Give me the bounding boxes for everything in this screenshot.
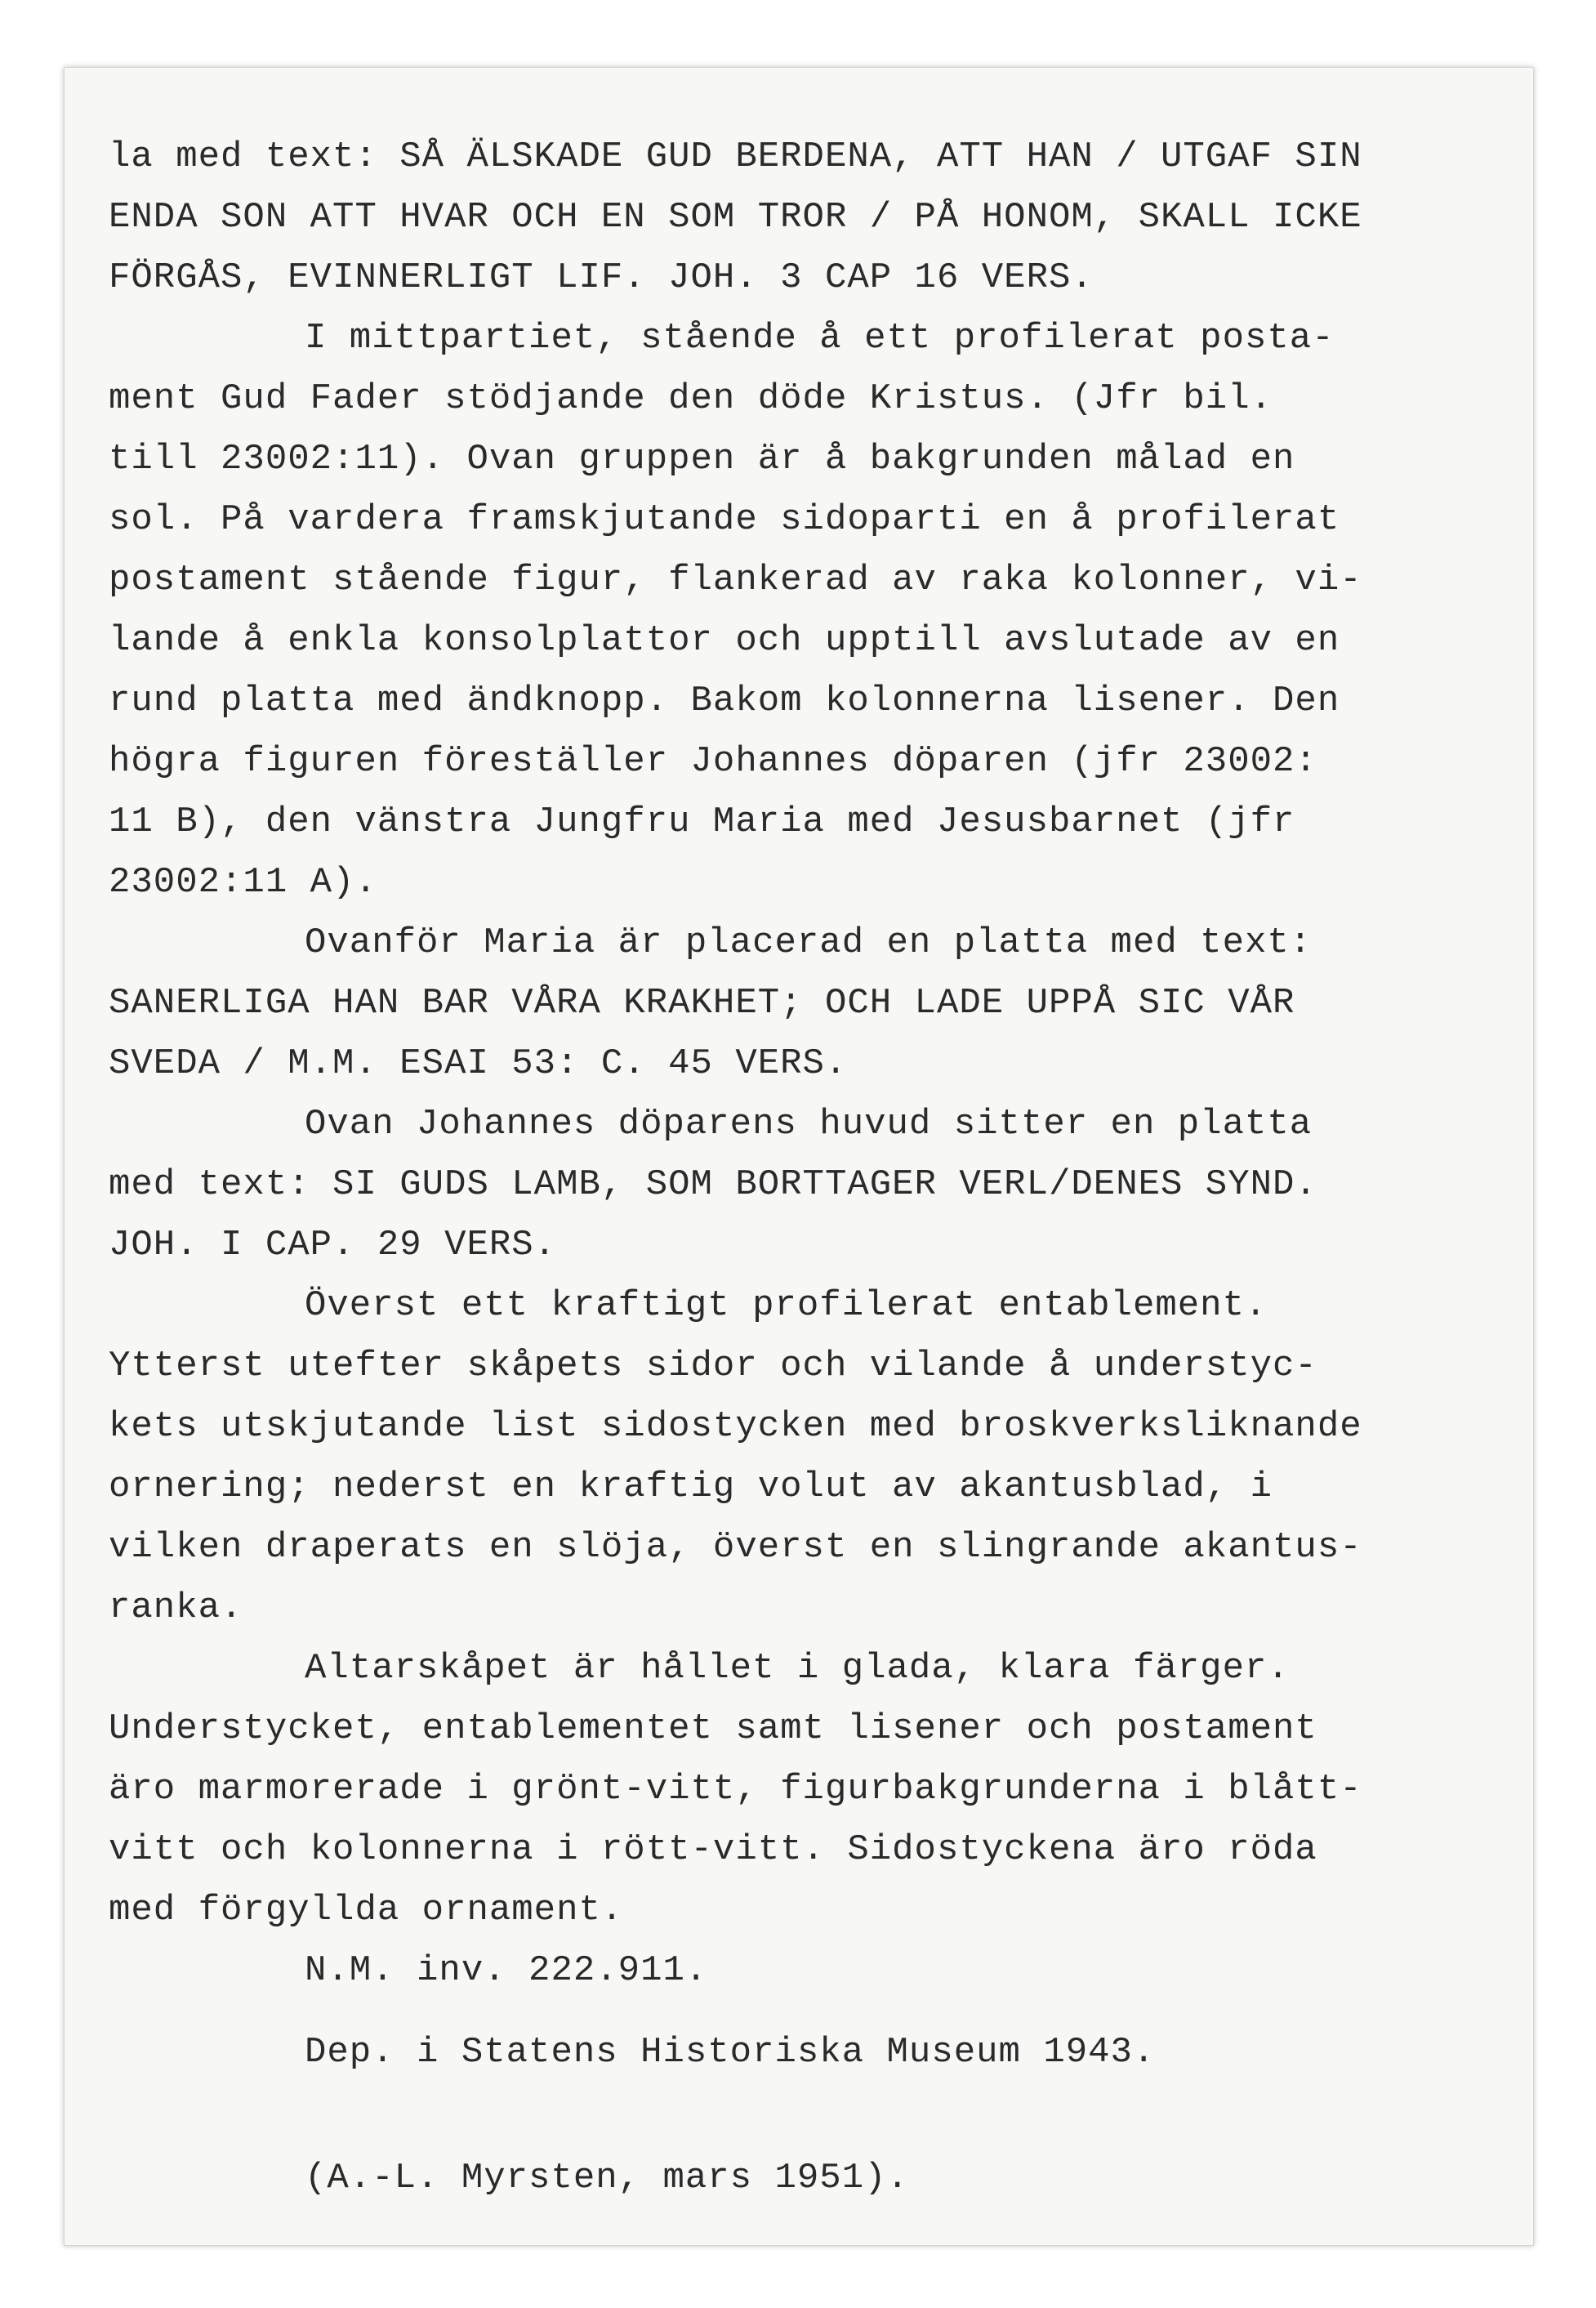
text-line: I mittpartiet, stående å ett profilerat posta- (305, 318, 1335, 359)
text-line: FÖRGÅS, EVINNERLIGT LIF. JOH. 3 CAP 16 VERS. (109, 257, 1094, 298)
text-line: JOH. I CAP. 29 VERS. (109, 1225, 557, 1266)
text-line: la med text: SÅ ÄLSKADE GUD BERDENA, ATT HAN / UTGAF SIN (109, 136, 1362, 177)
text-line: till 23002:11). Ovan gruppen är å bakgrunden målad en (109, 439, 1295, 480)
text-line: sol. På vardera framskjutande sidoparti en å profilerat (109, 499, 1340, 540)
text-line: postament stående figur, flankerad av raka kolonner, vi- (109, 560, 1362, 600)
text-line: Ovanför Maria är placerad en platta med text: (305, 922, 1313, 963)
text-line: Överst ett kraftigt profilerat entablement. (305, 1285, 1268, 1326)
inventory-number: N.M. inv. 222.911. (305, 1950, 708, 1991)
typed-page (64, 67, 1534, 2246)
text-line: vilken draperats en slöja, överst en slingrande akantus- (109, 1527, 1362, 1568)
text-line: Understycket, entablementet samt lisener och postament (109, 1708, 1317, 1749)
text-line: Ytterst utefter skåpets sidor och vilande å understyc- (109, 1346, 1317, 1386)
text-line: vitt och kolonnerna i rött-vitt. Sidostyckena äro röda (109, 1829, 1317, 1870)
typed-text-body (109, 127, 1533, 2208)
text-line: SANERLIGA HAN BAR VÅRA KRAKHET; OCH LADE UPPÅ SIC VÅR (109, 983, 1295, 1024)
text-line: SVEDA / M.M. ESAI 53: C. 45 VERS. (109, 1043, 848, 1084)
text-line: ranka. (109, 1587, 243, 1628)
text-line: med text: SI GUDS LAMB, SOM BORTTAGER VERL/DENES SYND. (109, 1164, 1317, 1205)
text-line: ornering; nederst en kraftig volut av akantusblad, i (109, 1466, 1273, 1507)
text-line: äro marmorerade i grönt-vitt, figurbakgrunderna i blått- (109, 1769, 1362, 1810)
text-line: lande å enkla konsolplattor och upptill avslutade av en (109, 620, 1340, 661)
text-line: ENDA SON ATT HVAR OCH EN SOM TROR / PÅ HONOM, SKALL ICKE (109, 197, 1362, 238)
text-line: med förgyllda ornament. (109, 1890, 624, 1931)
text-line: 23002:11 A). (109, 862, 377, 903)
text-line: 11 B), den vänstra Jungfru Maria med Jesusbarnet (jfr (109, 801, 1295, 842)
text-line: ment Gud Fader stödjande den döde Kristus. (Jfr bil. (109, 378, 1273, 419)
text-line: kets utskjutande list sidostycken med broskverksliknande (109, 1406, 1362, 1447)
deposit-note: Dep. i Statens Historiska Museum 1943. (305, 2032, 1156, 2073)
text-line: högra figuren föreställer Johannes döparen (jfr 23002: (109, 741, 1317, 782)
text-line: Ovan Johannes döparens huvud sitter en platta (305, 1104, 1313, 1145)
text-line: Altarskåpet är hållet i glada, klara färger. (305, 1648, 1290, 1689)
author-signature-line: (A.-L. Myrsten, mars 1951). (305, 2158, 909, 2199)
text-line: rund platta med ändknopp. Bakom kolonnerna lisener. Den (109, 681, 1340, 721)
